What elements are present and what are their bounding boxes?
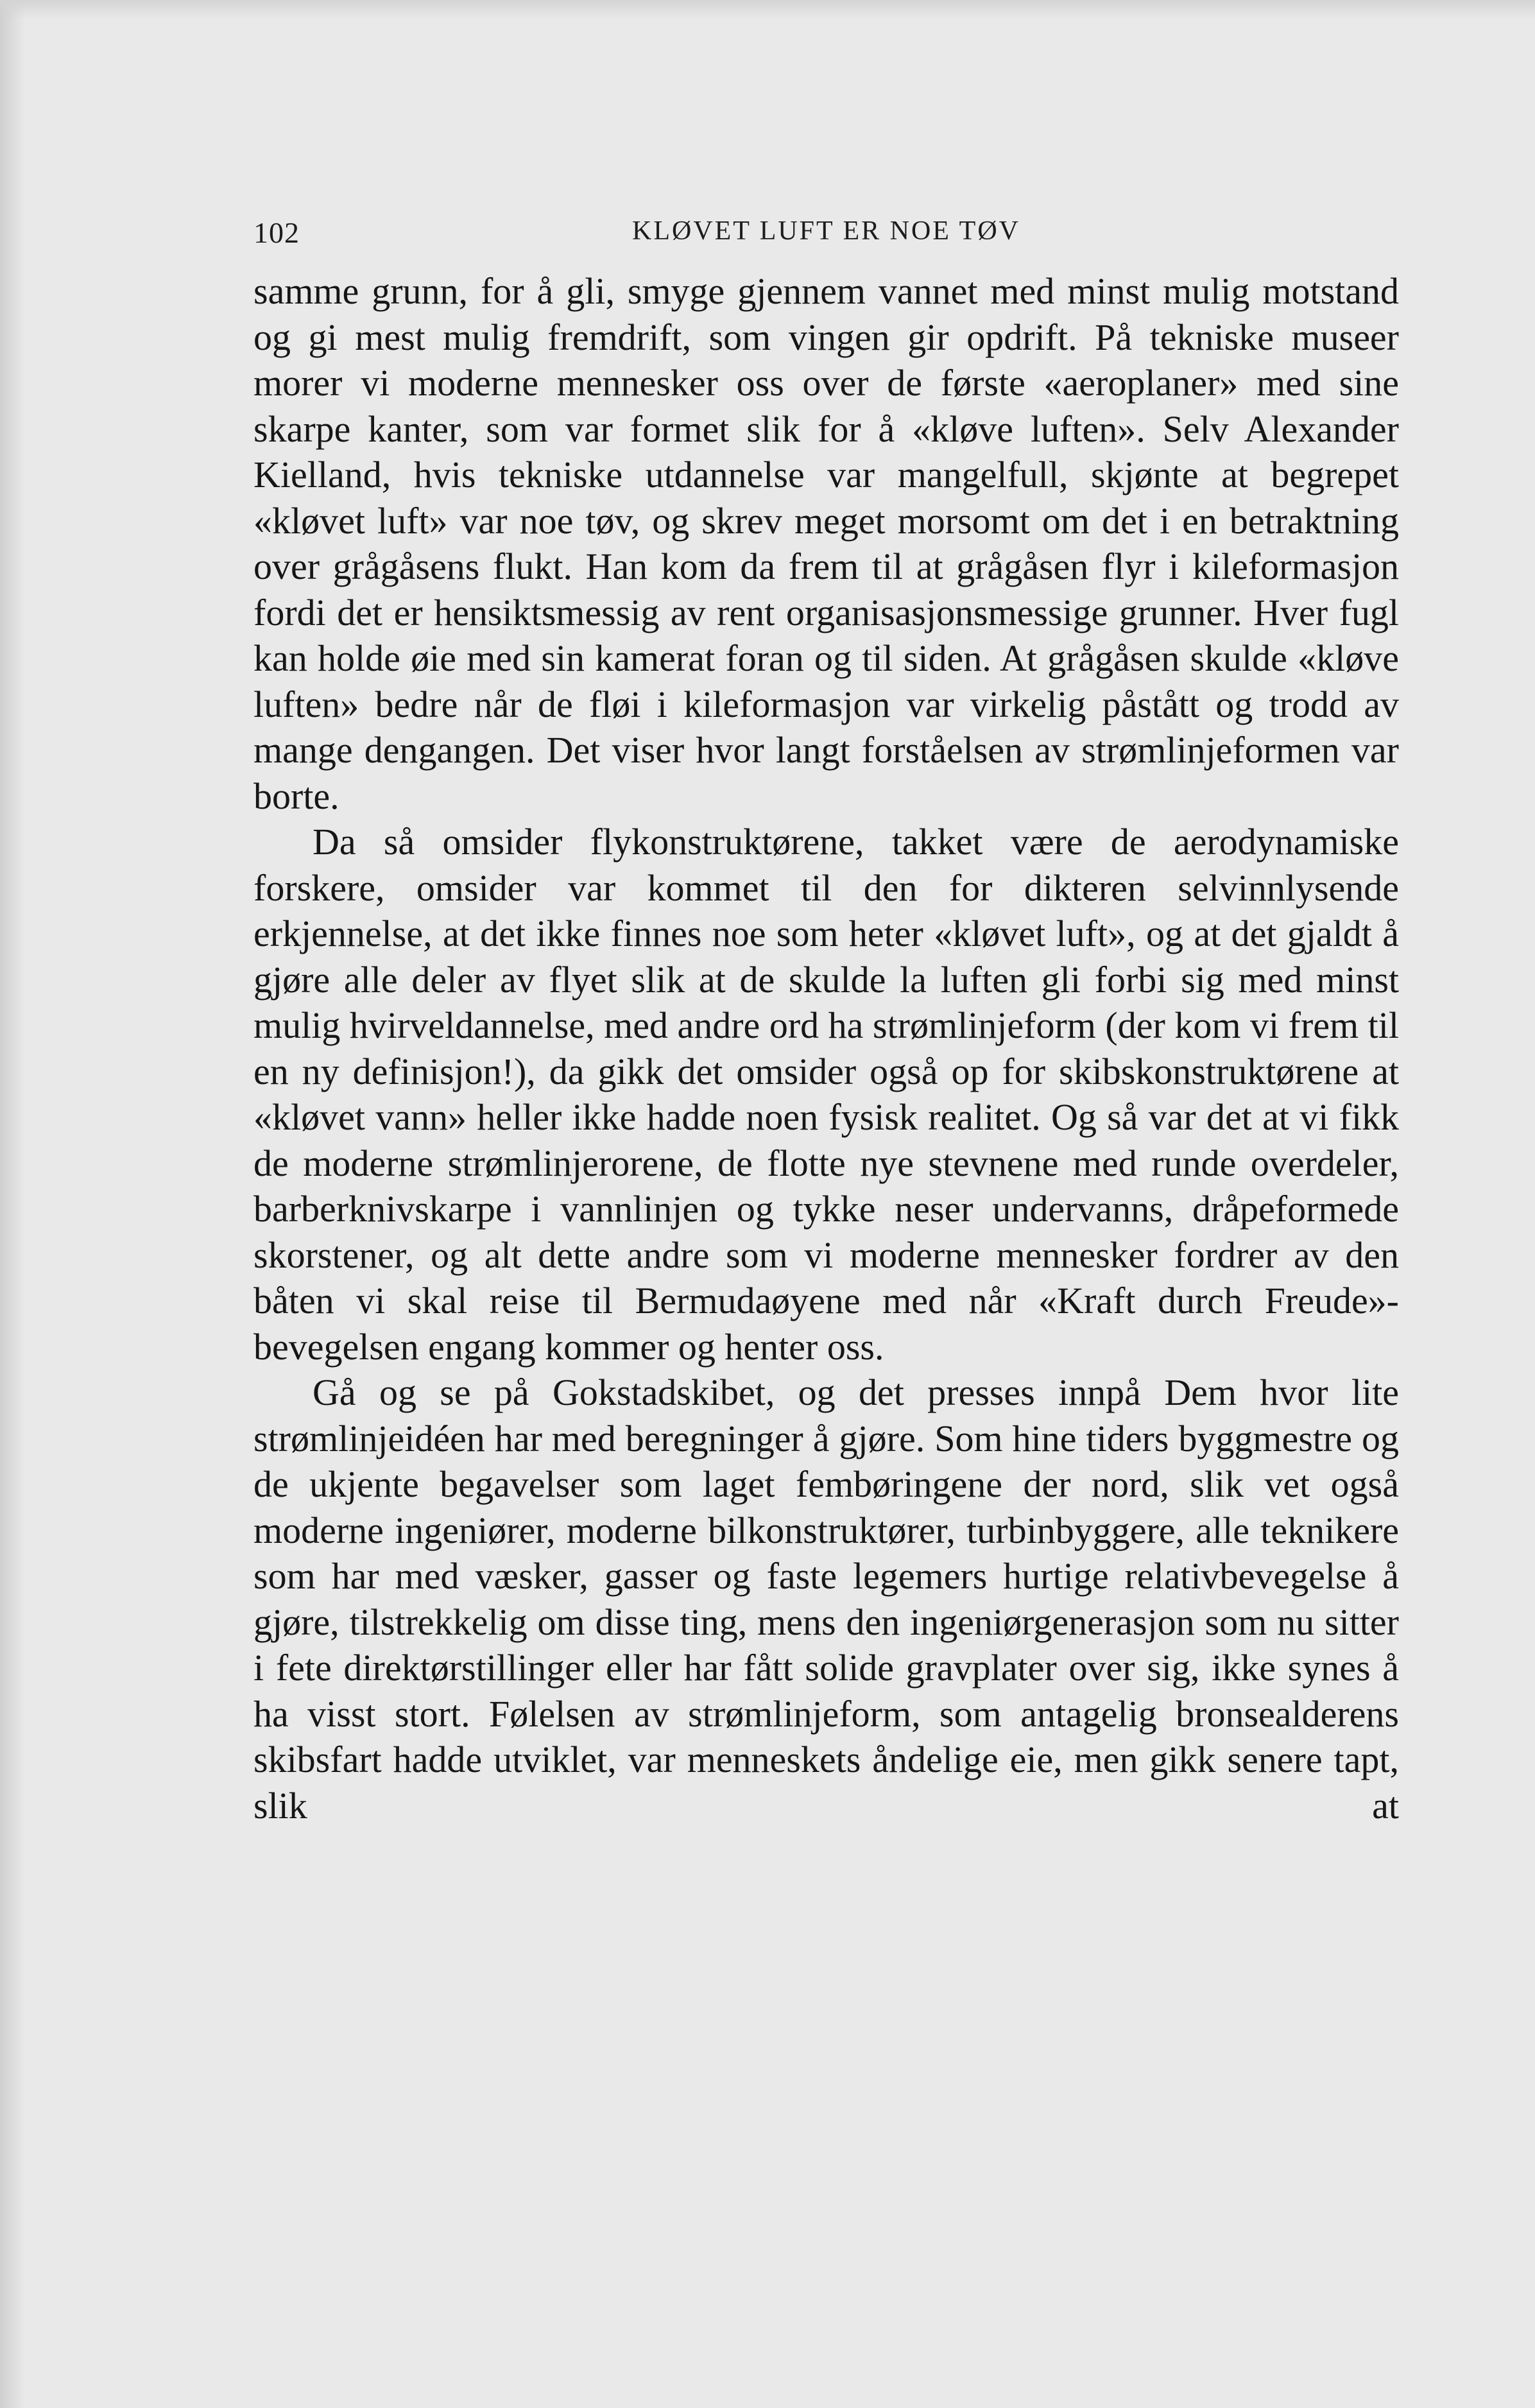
scan-edge-shadow: [0, 0, 26, 2408]
scan-top-shadow: [0, 0, 1535, 19]
body-text: [253, 268, 1399, 1828]
paragraph-2: Da så omsider flykonstruktørene, takket være de aerodynamiske forskere, omsider var kommet til den for dikteren selvinnlysende erkjennelse, at det ikke finnes noe som heter «kløvet luft», og at det gjaldt å gjøre alle deler av flyet slik at de skulde la luften gli forbi sig med minst mulig hvirveldannelse, med andre ord ha strømlinjeform (der kom vi frem til en ny definisjon!), da gikk det omsider også op for skibskonstruktørene at «kløvet vann» heller ikke hadde noen fysisk realitet. Og så var det at vi fikk de moderne strømlinjerorene, de flotte nye stevnene med runde overdeler, barberknivskarpe i vannlinjen og tykke neser undervanns, dråpeformede skorstener, og alt dette andre som vi moderne mennesker fordrer av den båten vi skal reise til Bermudaøyene med når «Kraft durch Freude»-bevegelsen engang kommer og henter oss.: [253, 821, 1399, 1368]
paragraph-3: Gå og se på Gokstadskibet, og det presses innpå Dem hvor lite strømlinjeidéen har med beregninger å gjøre. Som hine tiders byggmestre og de ukjente begavelser som laget fembøringene der nord, slik vet også moderne ingeniører, moderne bilkonstruktører, turbinbyggere, alle teknikere som har med væsker, gasser og faste legemers hurtige relativbevegelse å gjøre, tilstrekkelig om disse ting, mens den ingeniørgenerasjon som nu sitter i fete direktørstillinger eller har fått solide gravplater over sig, ikke synes å ha visst stort. Følelsen av strømlinjeform, som antagelig bronsealderens skibsfart hadde utviklet, var menneskets åndelige eie, men gikk senere tapt, slik at: [253, 1372, 1399, 1827]
page-number: 102: [253, 216, 300, 249]
paragraph-1: samme grunn, for å gli, smyge gjennem vannet med minst mulig motstand og gi mest mulig fremdrift, som vingen gir opdrift. På tekniske museer morer vi moderne mennesker oss over de første «aeroplaner» med sine skarpe kanter, som var formet slik for å «kløve luften». Selv Alexander Kielland, hvis tekniske utdannelse var mangelfull, skjønte at begrepet «kløvet luft» var noe tøv, og skrev meget morsomt om det i en betraktning over grågåsens flukt. Han kom da frem til at grågåsen flyr i kileformasjon fordi det er hensiktsmessig av rent organisasjonsmessige grunner. Hver fugl kan holde øie med sin kamerat foran og til siden. At grågåsen skulde «kløve luften» bedre når de fløi i kileformasjon var virkelig påstått og trodd av mange dengangen. Det viser hvor langt forståelsen av strømlinjeformen var borte.: [253, 270, 1399, 817]
page-header: [253, 204, 1399, 249]
running-title: KLØVET LUFT ER NOE TØV: [632, 216, 1020, 246]
